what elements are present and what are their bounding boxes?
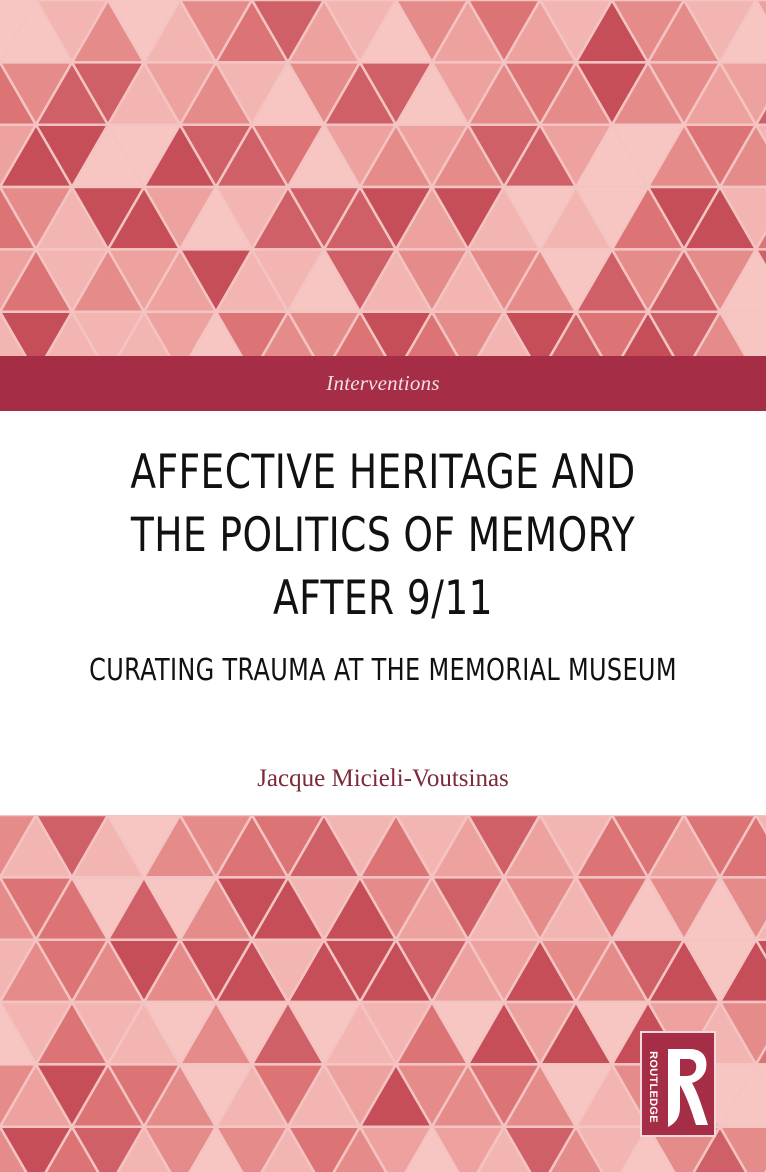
book-title-line-1: AFFECTIVE HERITAGE AND [130,445,636,500]
title-area [0,411,766,815]
routledge-r-mark-icon [664,1047,710,1129]
book-subtitle: CURATING TRAUMA AT THE MEMORIAL MUSEUM [89,653,677,688]
publisher-name: ROUTLEDGE [647,1051,659,1123]
series-label: Interventions [326,371,440,395]
routledge-logo-icon [640,1031,716,1137]
top-triangle-pattern [0,0,766,356]
book-title [77,441,690,630]
book-title-line-3: AFTER 9/11 [273,571,493,626]
author-name: Jacque Micieli-Voutsinas [257,765,509,792]
book-title-line-2: THE POLITICS OF MEMORY [130,508,636,563]
series-band [0,356,766,411]
